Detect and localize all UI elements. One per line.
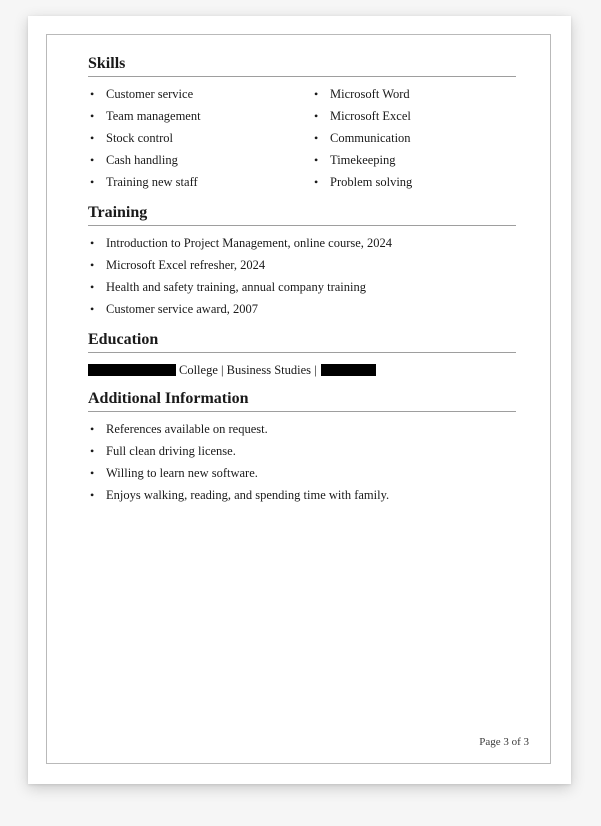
education-heading: Education (88, 330, 516, 353)
training-list (88, 232, 516, 320)
skills-section (88, 54, 516, 193)
skill-item: • Communication (312, 127, 516, 149)
skills-list-left (88, 83, 312, 193)
skills-list-right (312, 83, 516, 193)
skill-item: • Cash handling (88, 149, 312, 171)
skill-item: • Stock control (88, 127, 312, 149)
skill-item: • Microsoft Word (312, 83, 516, 105)
training-section (88, 203, 516, 320)
skill-item: • Problem solving (312, 171, 516, 193)
page-content (88, 54, 516, 516)
education-entry (88, 361, 516, 379)
additional-section (88, 389, 516, 506)
additional-item: • References available on request. (88, 418, 516, 440)
skill-item: • Training new staff (88, 171, 312, 193)
skill-item: • Timekeeping (312, 149, 516, 171)
document-page (28, 16, 571, 784)
additional-item: • Enjoys walking, reading, and spending time with family. (88, 484, 516, 506)
redaction-bar (321, 364, 376, 376)
education-text: College | Business Studies | (179, 363, 317, 377)
training-heading: Training (88, 203, 516, 226)
training-item: • Introduction to Project Management, online course, 2024 (88, 232, 516, 254)
skill-item: • Team management (88, 105, 312, 127)
training-item: • Microsoft Excel refresher, 2024 (88, 254, 516, 276)
skills-heading: Skills (88, 54, 516, 77)
skill-item: • Microsoft Excel (312, 105, 516, 127)
training-item: • Health and safety training, annual company training (88, 276, 516, 298)
training-item: • Customer service award, 2007 (88, 298, 516, 320)
additional-heading: Additional Information (88, 389, 516, 412)
education-section (88, 330, 516, 379)
additional-item: • Willing to learn new software. (88, 462, 516, 484)
skills-grid (88, 83, 516, 193)
additional-list (88, 418, 516, 506)
skill-item: • Customer service (88, 83, 312, 105)
redaction-bar (88, 364, 176, 376)
page-number: Page 3 of 3 (479, 736, 529, 748)
additional-item: • Full clean driving license. (88, 440, 516, 462)
